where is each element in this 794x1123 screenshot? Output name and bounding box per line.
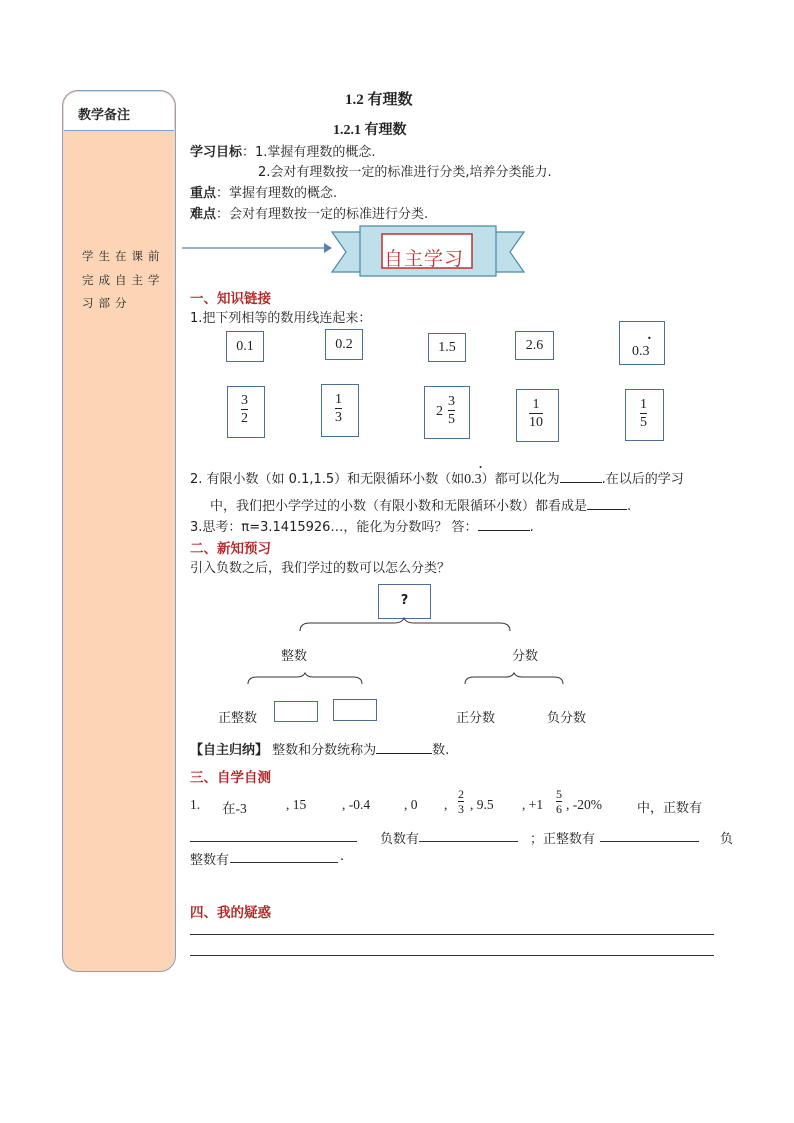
matching-box-decimal[interactable]: 2.6 <box>515 331 554 360</box>
answer-line[interactable] <box>190 934 714 935</box>
section1-q2-line2: 中，我们把小学学过的小数（有限小数和无限循环小数）都看成是 . <box>210 499 632 514</box>
positive-integer-label: 正整数 <box>218 711 258 726</box>
section4-heading: 四、我的疑惑 <box>190 905 271 921</box>
page-subtitle: 1.2.1 有理数 <box>333 123 407 138</box>
banner-text: 自主学习 <box>384 248 465 270</box>
answer-line[interactable] <box>190 841 357 842</box>
answer-blank[interactable] <box>587 497 627 510</box>
key-point-row: 重点：掌握有理数的概念. <box>190 186 338 201</box>
repeating-decimal: 0.3 • <box>464 463 482 487</box>
root-label: ? <box>400 593 409 608</box>
number-item: 在-3 <box>222 801 247 816</box>
brace-icon <box>462 672 566 686</box>
classification-root-box[interactable] <box>378 584 431 619</box>
brace-icon <box>245 672 365 686</box>
number-item: , 0 <box>404 797 418 812</box>
sidebar-note-line: 习部分 <box>82 296 132 310</box>
matching-box-decimal[interactable]: 0.1 <box>226 331 264 362</box>
q-number: 1. <box>190 797 201 812</box>
objectives-label: 学习目标 <box>190 145 243 160</box>
brace-icon <box>296 617 516 633</box>
numerator: 3 <box>241 393 248 408</box>
answer-line[interactable] <box>600 841 699 842</box>
objective-1: 1.掌握有理数的概念. <box>255 145 376 160</box>
number-item: , -0.4 <box>342 797 371 812</box>
negative-numbers-label: 负数有 <box>380 832 420 847</box>
key-point-text: 掌握有理数的概念. <box>229 186 338 201</box>
whole-part: 2 <box>436 404 443 419</box>
numerator: 3 <box>448 394 455 409</box>
matching-box-fraction[interactable] <box>625 389 664 441</box>
number-item: , <box>444 797 448 812</box>
numerator: 1 <box>640 397 647 412</box>
answer-blank[interactable] <box>478 518 530 531</box>
section1-q3: 3.思考：π=3.1415926…，能化为分数吗？ 答： . <box>190 520 534 535</box>
matching-box-fraction[interactable] <box>516 389 559 442</box>
teaching-notes-sidebar <box>62 90 176 972</box>
difficulty-text: 会对有理数按一定的标准进行分类. <box>229 207 429 222</box>
matching-box-fraction[interactable] <box>321 384 359 437</box>
section2-heading: 二、新知预习 <box>190 541 271 557</box>
denominator: 5 <box>640 415 647 430</box>
period: . <box>340 849 345 864</box>
number-item: , 9.5 <box>470 797 494 812</box>
numerator: 1 <box>532 397 540 412</box>
denominator: 2 <box>241 411 248 426</box>
answer-line[interactable] <box>230 862 338 863</box>
integer-label: 整数 <box>281 649 308 664</box>
sidebar-note-line: 学生在课前 <box>82 249 165 263</box>
answer-line[interactable] <box>419 841 518 842</box>
positive-integers-label: ；正整数有 <box>530 832 596 847</box>
section1-heading: 一、知识链接 <box>190 291 271 307</box>
page-title: 1.2 有理数 <box>345 92 413 108</box>
denominator: 3 <box>335 410 342 425</box>
number-item: , 15 <box>286 797 307 812</box>
key-point-label: 重点 <box>190 186 217 201</box>
section1-q2-line1: 2. 有限小数（如 0.1,1.5）和无限循环小数（如0.3 • ）都可以化为 .在以后的学习 <box>190 463 684 487</box>
self-summary: 【自主归纳】 整数和分数统称为 数. <box>190 743 450 758</box>
positive-fraction-label: 正分数 <box>456 711 496 726</box>
answer-line[interactable] <box>190 955 714 956</box>
answer-box[interactable] <box>274 701 318 722</box>
matching-box-mixed-number[interactable] <box>424 386 470 439</box>
sidebar-heading: 教学备注 <box>78 108 131 123</box>
matching-box-decimal[interactable]: 0.2 <box>325 329 363 360</box>
positive-numbers-label: 中，正数有 <box>637 801 703 816</box>
matching-box-fraction[interactable] <box>227 386 265 438</box>
repeating-dot-icon: • <box>479 463 482 472</box>
section2-intro: 引入负数之后，我们学过的数可以怎么分类？ <box>190 561 451 576</box>
matching-box-decimal[interactable]: 1.5 <box>428 333 466 362</box>
negative-fraction-label: 负分数 <box>547 711 587 726</box>
section3-heading: 三、自学自测 <box>190 770 271 786</box>
arrow-right-icon <box>180 238 332 258</box>
answer-blank[interactable] <box>376 741 432 754</box>
objectives-row: 学习目标：1.掌握有理数的概念. <box>190 145 376 160</box>
answer-blank[interactable] <box>560 470 602 483</box>
number-item: , +1 <box>522 797 544 812</box>
denominator: 5 <box>448 412 455 427</box>
denominator: 10 <box>529 415 543 430</box>
negative-integers-label: 整数有 <box>190 853 230 868</box>
fraction-label: 分数 <box>512 649 539 664</box>
numerator: 1 <box>335 392 342 407</box>
repeating-dot-icon: • <box>647 334 652 343</box>
negative-integers-label: 负 <box>720 832 734 847</box>
fraction-item: 5 6 <box>556 787 562 816</box>
matching-box-repeating-decimal[interactable]: 0.3 • <box>619 321 665 365</box>
number-item: , -20% <box>566 797 602 812</box>
section1-q1: 1.把下列相等的数用线连起来： <box>190 311 372 326</box>
objective-2: 2.会对有理数按一定的标准进行分类,培养分类能力. <box>258 165 552 180</box>
fraction-item: 2 3 <box>458 787 464 816</box>
difficulty-label: 难点 <box>190 207 217 222</box>
difficulty-row: 难点：会对有理数按一定的标准进行分类. <box>190 207 429 222</box>
answer-box[interactable] <box>333 699 377 721</box>
sidebar-note-line: 完成自主学 <box>82 273 165 287</box>
